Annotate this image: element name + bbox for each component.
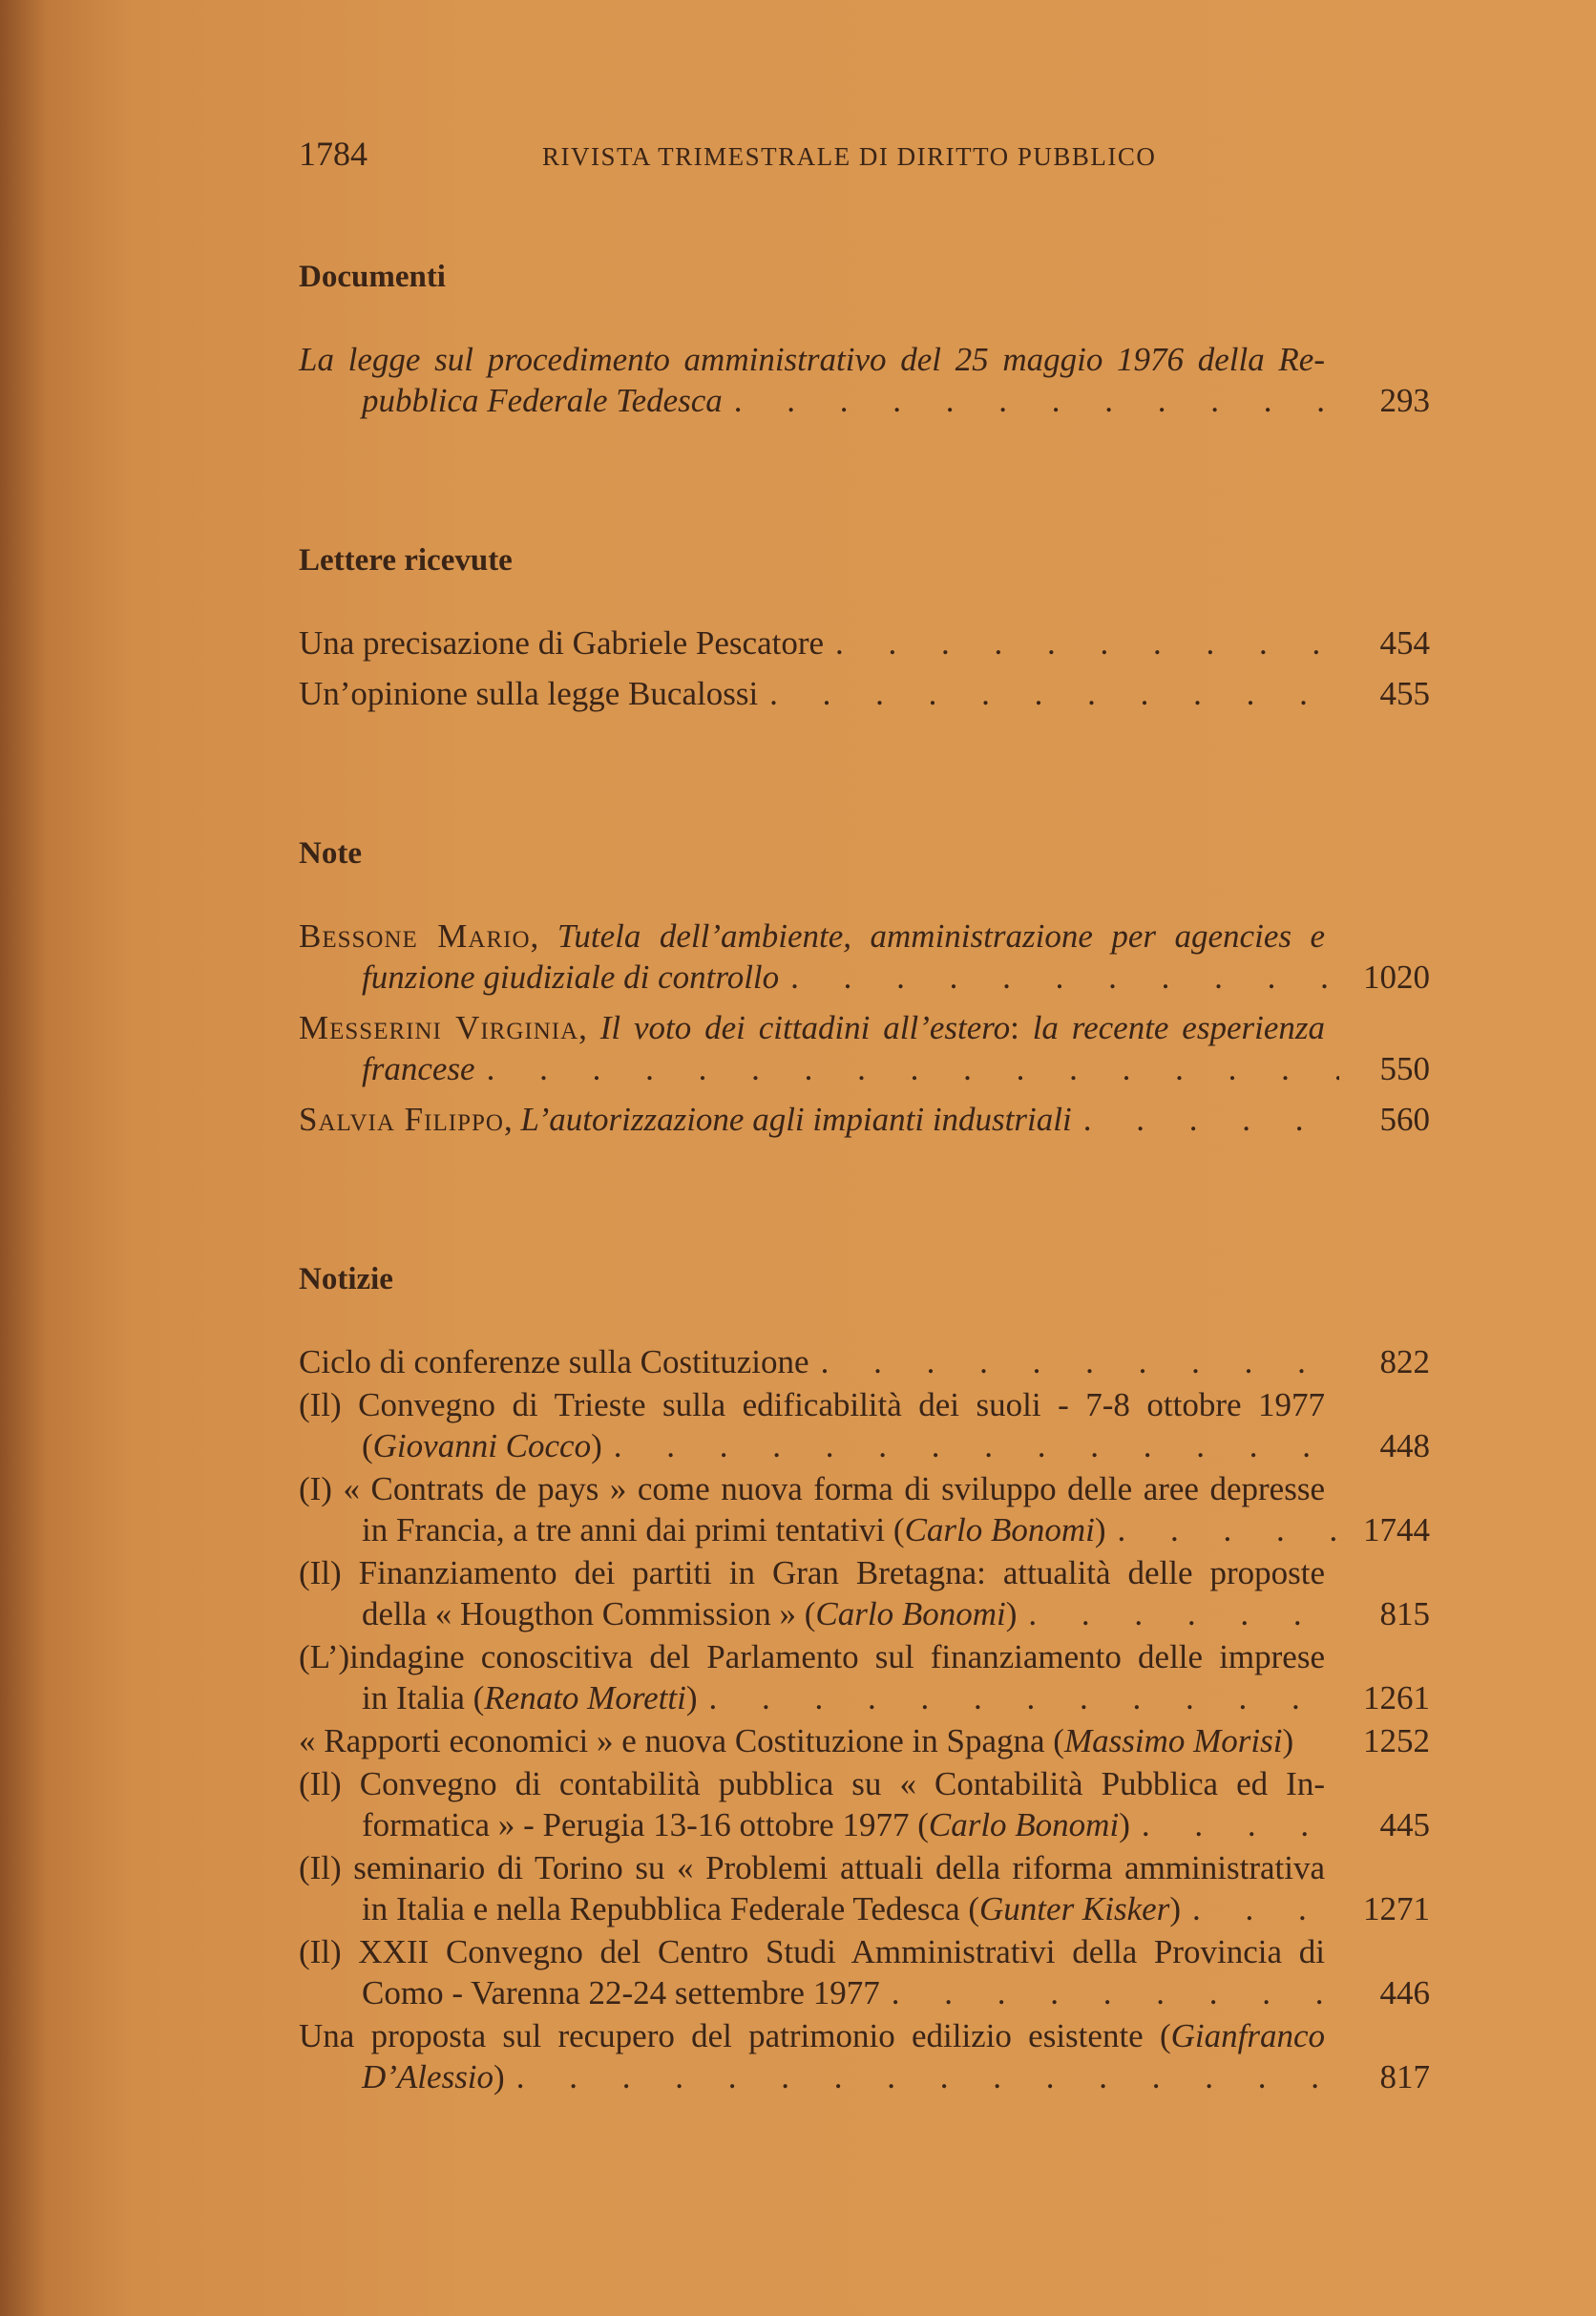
entry-text bbox=[299, 1468, 1325, 1509]
text-segment: (Il) Finanziamento dei partiti in Gran Bretagna: attualità delle proposte bbox=[299, 1554, 1325, 1591]
toc-entry bbox=[299, 1007, 1430, 1089]
entry-line bbox=[299, 1804, 1430, 1845]
section-documenti bbox=[299, 260, 1430, 421]
entry-text bbox=[299, 1341, 809, 1382]
text-segment: (Il) Convegno di contabilità pubblica su « Contabilità Pubblica ed In- bbox=[299, 1765, 1325, 1802]
italic-text: Carlo Bonomi bbox=[928, 1806, 1120, 1843]
entry-text bbox=[362, 1888, 1181, 1929]
text-segment: ) bbox=[1094, 1511, 1106, 1548]
italic-text: Gunter Kisker bbox=[979, 1890, 1170, 1927]
entry-line bbox=[299, 622, 1430, 663]
entry-page-number: 1271 bbox=[1363, 1890, 1430, 1927]
toc-entry bbox=[299, 622, 1430, 663]
entry-text bbox=[362, 2056, 505, 2097]
entry-line bbox=[299, 673, 1430, 714]
section-title: Documenti bbox=[299, 260, 446, 294]
entry-line bbox=[299, 1384, 1430, 1425]
italic-text: Carlo Bonomi bbox=[904, 1511, 1095, 1548]
entry-text bbox=[299, 2015, 1325, 2056]
text-segment: Una precisazione di Gabriele Pescatore bbox=[299, 624, 825, 662]
entry-text bbox=[299, 339, 1325, 380]
document-page bbox=[299, 134, 1430, 2099]
entry-line bbox=[299, 339, 1430, 380]
italic-text: D’Alessio bbox=[362, 2058, 494, 2095]
entry-text bbox=[299, 1636, 1325, 1677]
text-segment: Una proposta sul recupero del patrimonio edilizio esistente ( bbox=[299, 2017, 1171, 2054]
text-segment: ( bbox=[362, 1427, 373, 1464]
entry-line bbox=[299, 1099, 1430, 1140]
text-segment: Un’opinione sulla legge Bucalossi bbox=[299, 675, 759, 712]
entry-page-number: 445 bbox=[1379, 1806, 1430, 1843]
page-number: 1784 bbox=[299, 135, 368, 173]
dot-leader bbox=[809, 1341, 1339, 1382]
entry-line bbox=[299, 1720, 1430, 1761]
entry-text bbox=[299, 1384, 1325, 1425]
text-segment: (Il) Convegno di Trieste sulla edificabilità dei suoli - 7-8 ottobre 1977 bbox=[299, 1386, 1325, 1423]
entry-page-number: 1020 bbox=[1363, 958, 1430, 996]
text-segment: ) bbox=[1119, 1806, 1130, 1843]
entry-line bbox=[299, 1468, 1430, 1509]
entry-text bbox=[362, 957, 779, 998]
toc-entry bbox=[299, 339, 1430, 421]
entry-page-number: 815 bbox=[1379, 1595, 1430, 1632]
entry-text bbox=[299, 1552, 1325, 1593]
text-segment: in Francia, a tre anni dai primi tentativi ( bbox=[362, 1511, 905, 1548]
italic-text: francese bbox=[362, 1050, 475, 1087]
entry-page-number: 822 bbox=[1379, 1343, 1430, 1380]
entry-page-number: 550 bbox=[1379, 1050, 1430, 1087]
italic-text: Massimo Morisi bbox=[1063, 1722, 1283, 1759]
text-segment: ) bbox=[1169, 1890, 1181, 1927]
toc-entry bbox=[299, 1468, 1430, 1550]
dot-leader bbox=[1072, 1099, 1339, 1140]
text-segment: in Italia ( bbox=[362, 1679, 485, 1716]
italic-text: Tutela dell’ambiente, amministrazione per agencies e bbox=[556, 917, 1326, 955]
entry-text bbox=[362, 1509, 1106, 1550]
entry-text bbox=[299, 673, 758, 714]
text-segment: (Il) seminario di Torino su « Problemi attuali della riforma amministrativa bbox=[299, 1849, 1325, 1886]
section-title: Lettere ricevute bbox=[299, 543, 513, 578]
dot-leader bbox=[723, 380, 1339, 421]
page-header bbox=[299, 134, 1430, 181]
toc-entry bbox=[299, 1341, 1430, 1382]
dot-leader bbox=[475, 1048, 1339, 1089]
toc-entry bbox=[299, 673, 1430, 714]
table-of-contents bbox=[299, 260, 1430, 2097]
entry-text bbox=[362, 1593, 1017, 1634]
entry-text bbox=[299, 916, 1325, 957]
dot-leader bbox=[880, 1972, 1339, 2013]
text-segment: ) bbox=[685, 1679, 698, 1716]
italic-text: Il voto dei cittadini all’estero bbox=[599, 1009, 1011, 1046]
entry-line bbox=[299, 1972, 1430, 2013]
entry-text bbox=[362, 1425, 602, 1466]
italic-text: pubblica Federale Tedesca bbox=[362, 382, 723, 419]
dot-leader bbox=[1130, 1804, 1339, 1845]
entry-text bbox=[362, 1972, 880, 2013]
entry-page-number: 293 bbox=[1379, 382, 1430, 419]
text-segment: Como - Varenna 22-24 settembre 1977 bbox=[362, 1974, 880, 2011]
text-segment: ) bbox=[591, 1427, 602, 1464]
toc-entry bbox=[299, 1763, 1430, 1845]
text-segment: ) bbox=[494, 2058, 505, 2095]
italic-text: Carlo Bonomi bbox=[815, 1595, 1006, 1632]
toc-entry bbox=[299, 2015, 1430, 2097]
entry-text bbox=[299, 1007, 1325, 1048]
entry-text bbox=[299, 622, 824, 663]
entry-page-number: 446 bbox=[1379, 1974, 1430, 2011]
entry-line bbox=[299, 957, 1430, 998]
toc-entry bbox=[299, 1636, 1430, 1718]
entry-line bbox=[299, 1341, 1430, 1382]
text-segment: in Italia e nella Repubblica Federale Tedesca ( bbox=[362, 1890, 980, 1927]
entry-page-number: 1261 bbox=[1363, 1679, 1430, 1716]
section-title: Notizie bbox=[299, 1262, 393, 1296]
dot-leader bbox=[602, 1425, 1339, 1466]
toc-entry bbox=[299, 1099, 1430, 1140]
author-name: Salvia Filippo bbox=[299, 1101, 504, 1138]
text-segment: Ciclo di conferenze sulla Costituzione bbox=[299, 1343, 809, 1380]
entry-text bbox=[299, 1847, 1325, 1888]
entry-line bbox=[299, 916, 1430, 957]
toc-entry bbox=[299, 1847, 1430, 1929]
text-segment: ) bbox=[1005, 1595, 1018, 1632]
dot-leader bbox=[779, 957, 1339, 998]
text-segment: , bbox=[578, 1009, 600, 1046]
text-segment: : bbox=[1010, 1009, 1033, 1046]
section-note bbox=[299, 836, 1430, 1140]
dot-leader bbox=[758, 673, 1339, 714]
entry-line bbox=[299, 1509, 1430, 1550]
text-segment: ) bbox=[1282, 1722, 1294, 1759]
entry-line bbox=[299, 1888, 1430, 1929]
entry-text bbox=[299, 1099, 1072, 1140]
toc-entry bbox=[299, 1720, 1430, 1761]
entry-text bbox=[299, 1931, 1325, 1972]
entry-line bbox=[299, 1425, 1430, 1466]
text-segment: formatica » - Perugia 13-16 ottobre 1977 ( bbox=[362, 1806, 929, 1843]
entry-page-number: 454 bbox=[1379, 624, 1430, 662]
italic-text: Gianfranco bbox=[1170, 2017, 1325, 2054]
entry-line bbox=[299, 2015, 1430, 2056]
entry-page-number: 455 bbox=[1379, 675, 1430, 712]
entry-line bbox=[299, 1007, 1430, 1048]
toc-entry bbox=[299, 1552, 1430, 1634]
section-notizie bbox=[299, 1262, 1430, 2097]
dot-leader bbox=[698, 1677, 1339, 1718]
entry-text bbox=[299, 1763, 1325, 1804]
section-lettere-ricevute bbox=[299, 543, 1430, 714]
toc-entry bbox=[299, 916, 1430, 998]
italic-text: funzione giudiziale di controllo bbox=[362, 958, 780, 996]
text-segment: (L’)indagine conoscitiva del Parlamento sul finanziamento delle imprese bbox=[299, 1638, 1325, 1675]
text-segment: « Rapporti economici » e nuova Costituzione in Spagna ( bbox=[299, 1722, 1064, 1759]
entry-line bbox=[299, 1763, 1430, 1804]
entry-page-number: 1744 bbox=[1363, 1511, 1430, 1548]
toc-entry bbox=[299, 1931, 1430, 2013]
dot-leader bbox=[1106, 1509, 1339, 1550]
dot-leader bbox=[824, 622, 1339, 663]
entry-line bbox=[299, 1593, 1430, 1634]
italic-text: Giovanni Cocco bbox=[372, 1427, 592, 1464]
entry-page-number: 448 bbox=[1379, 1427, 1430, 1464]
text-segment: , bbox=[530, 917, 557, 955]
dot-leader bbox=[505, 2056, 1339, 2097]
running-title: RIVISTA TRIMESTRALE DI DIRITTO PUBBLICO bbox=[542, 142, 1157, 171]
dot-leader bbox=[1181, 1888, 1339, 1929]
section-title: Note bbox=[299, 836, 362, 871]
author-name: Bessone Mario bbox=[299, 917, 531, 955]
entry-line bbox=[299, 1048, 1430, 1089]
entry-line bbox=[299, 1636, 1430, 1677]
entry-text bbox=[299, 1720, 1293, 1761]
italic-text: L’autorizzazione agli impianti industriali bbox=[520, 1101, 1072, 1138]
entry-line bbox=[299, 1552, 1430, 1593]
entry-line bbox=[299, 1847, 1430, 1888]
italic-text: la recente esperienza bbox=[1032, 1009, 1325, 1046]
entry-line bbox=[299, 380, 1430, 421]
entry-line bbox=[299, 2056, 1430, 2097]
text-segment: (I) « Contrats de pays » come nuova forma di sviluppo delle aree depresse bbox=[299, 1470, 1325, 1507]
entry-text bbox=[362, 1677, 698, 1718]
entry-page-number: 560 bbox=[1379, 1101, 1430, 1138]
text-segment: (Il) XXII Convegno del Centro Studi Amministrativi della Provincia di bbox=[299, 1933, 1325, 1970]
entry-page-number: 1252 bbox=[1363, 1722, 1430, 1759]
dot-leader bbox=[1017, 1593, 1339, 1634]
author-name: Messerini Virginia bbox=[299, 1009, 579, 1046]
entry-line bbox=[299, 1677, 1430, 1718]
entry-text bbox=[362, 1048, 475, 1089]
text-segment: , bbox=[503, 1101, 521, 1138]
toc-entry bbox=[299, 1384, 1430, 1466]
entry-text bbox=[362, 1804, 1130, 1845]
italic-text: La legge sul procedimento amministrativo del 25 maggio 1976 della Re- bbox=[299, 341, 1325, 378]
entry-text bbox=[362, 380, 723, 421]
text-segment: della « Hougthon Commission » ( bbox=[362, 1595, 816, 1632]
entry-page-number: 817 bbox=[1379, 2058, 1430, 2095]
italic-text: Renato Moretti bbox=[484, 1679, 686, 1716]
entry-line bbox=[299, 1931, 1430, 1972]
